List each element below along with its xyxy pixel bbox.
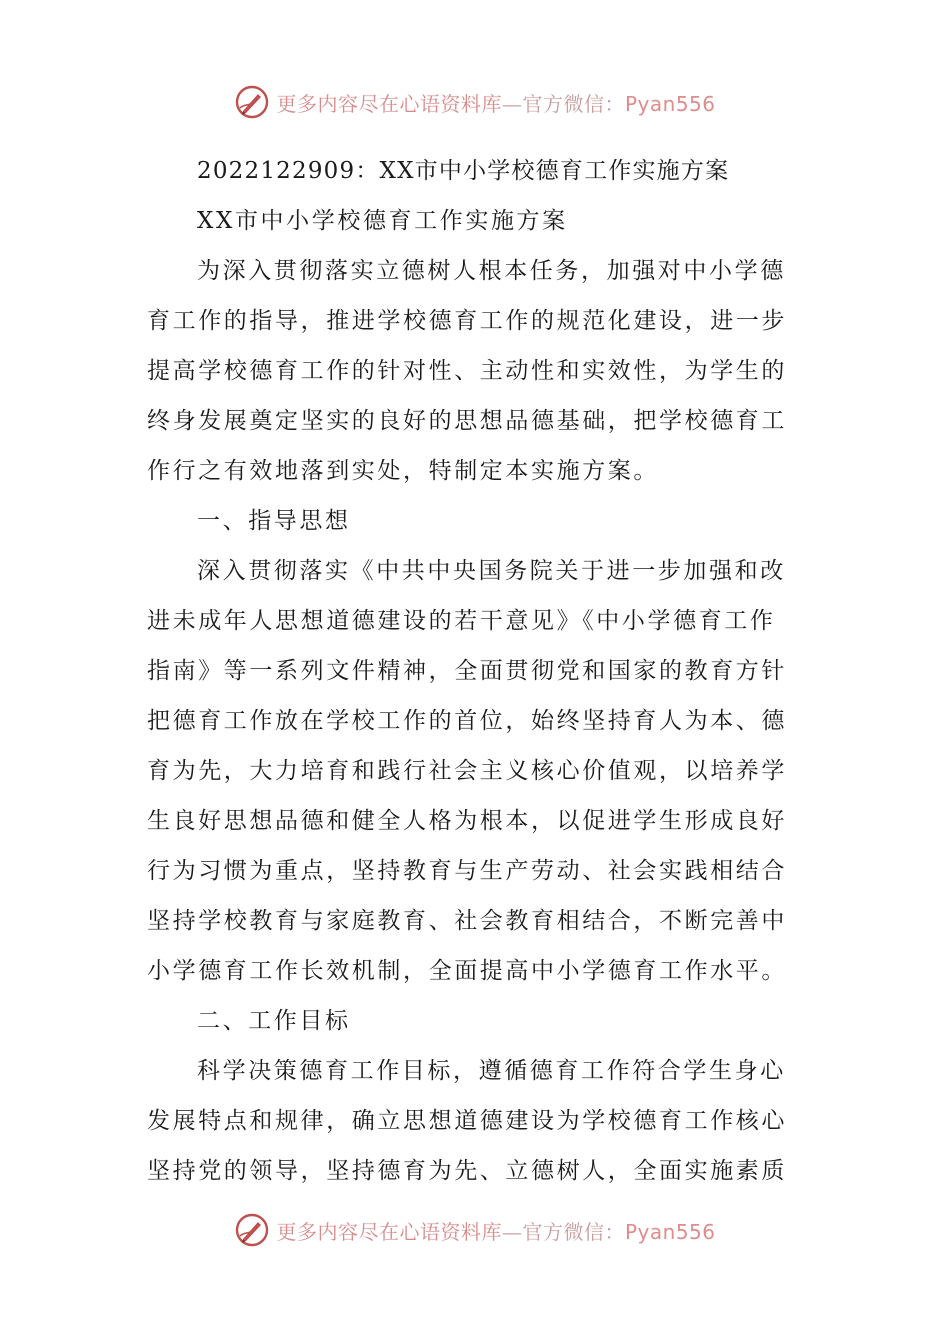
watermark-banner-top (0, 82, 950, 122)
document-title: XX市中小学校德育工作实施方案 (197, 208, 568, 234)
watermark-separator: — (501, 1219, 523, 1244)
text-line: 生良好思想品德和健全人格为根本，以促进学生形成良好 (147, 808, 787, 834)
text-line: 把德育工作放在学校工作的首位，始终坚持育人为本、德 (147, 708, 787, 734)
watermark-label: 官方微信： (522, 1219, 625, 1244)
text-line: 育为先，大力培育和践行社会主义核心价值观，以培养学 (147, 758, 787, 784)
text-line: 为深入贯彻落实立德树人根本任务，加强对中小学德 (197, 258, 786, 284)
watermark-text (276, 88, 715, 117)
text-line: 进未成年人思想道德建设的若干意见》《中小学德育工作 (147, 608, 776, 634)
text-line: 行为习惯为重点，坚持教育与生产劳动、社会实践相结合 (147, 858, 787, 884)
pen-logo-icon (234, 1212, 270, 1248)
watermark-label: 官方微信： (522, 91, 625, 116)
text-line: 作行之有效地落到实处，特制定本实施方案。 (147, 458, 659, 484)
watermark-wechat-id: Pyan556 (624, 91, 716, 116)
text-line: 指南》等一系列文件精神，全面贯彻党和国家的教育方针 (147, 658, 787, 684)
text-line: 提高学校德育工作的针对性、主动性和实效性，为学生的 (147, 358, 787, 384)
watermark-text (276, 1216, 715, 1245)
document-body (147, 146, 807, 1196)
text-line: 科学决策德育工作目标，遵循德育工作符合学生身心 (197, 1058, 786, 1084)
text-line: 一、指导思想 (197, 508, 351, 534)
text-line: 坚持党的领导，坚持德育为先、立德树人，全面实施素质 (147, 1158, 787, 1184)
watermark-main: 更多内容尽在心语资料库 (276, 91, 502, 116)
text-line: 发展特点和规律，确立思想道德建设为学校德育工作核心 (147, 1108, 787, 1134)
pen-logo-icon (234, 84, 270, 120)
text-line: 育工作的指导，推进学校德育工作的规范化建设，进一步 (147, 308, 787, 334)
document-header-line: 2022122909：XX市中小学校德育工作实施方案 (197, 158, 730, 184)
watermark-wechat-id: Pyan556 (624, 1219, 716, 1244)
text-line: 终身发展奠定坚实的良好的思想品德基础，把学校德育工 (147, 408, 787, 434)
watermark-separator: — (501, 91, 523, 116)
text-line: 小学德育工作长效机制，全面提高中小学德育工作水平。 (147, 958, 787, 984)
document-paragraphs (147, 246, 807, 1196)
text-line: 深入贯彻落实《中共中央国务院关于进一步加强和改 (197, 558, 786, 584)
text-line: 坚持学校教育与家庭教育、社会教育相结合，不断完善中 (147, 908, 787, 934)
text-line: 二、工作目标 (197, 1008, 351, 1034)
watermark-banner-bottom (0, 1210, 950, 1250)
watermark-main: 更多内容尽在心语资料库 (276, 1219, 502, 1244)
